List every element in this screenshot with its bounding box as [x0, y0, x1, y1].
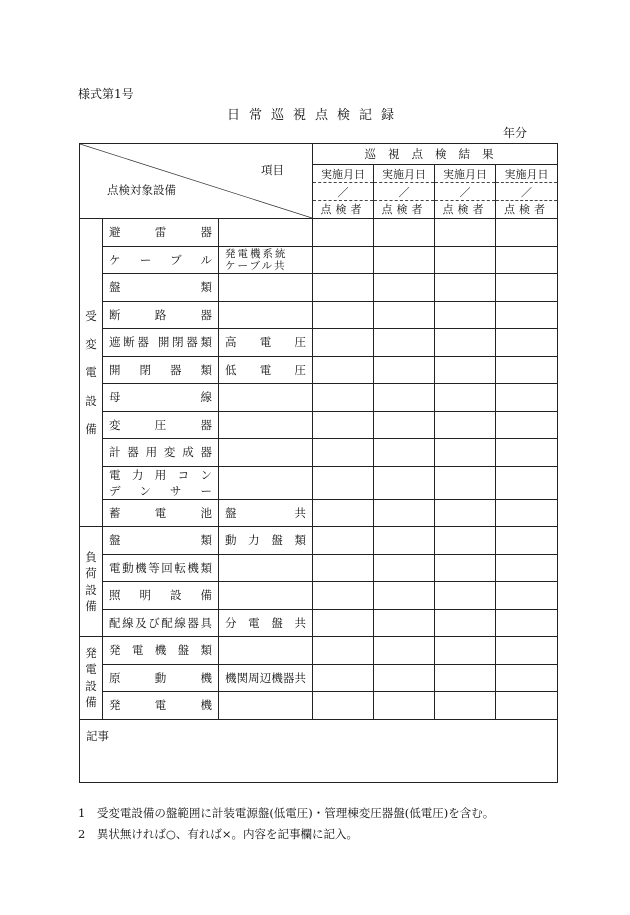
equipment-name: 遮断器 開閉器類: [109, 335, 212, 350]
equipment-name: 盤類: [109, 533, 212, 548]
result-cell[interactable]: [496, 499, 558, 527]
date-label-cell: 実施月日: [313, 165, 374, 183]
equipment-name: 原動機: [109, 670, 212, 685]
result-cell[interactable]: [496, 637, 558, 665]
result-cell[interactable]: [374, 466, 435, 499]
equipment-note-cell: [219, 301, 313, 329]
equipment-note-cell: [219, 274, 313, 302]
equipment-name: 避雷器: [109, 225, 212, 240]
result-cell[interactable]: [374, 499, 435, 527]
equipment-name-cell: [103, 301, 219, 329]
result-cell[interactable]: [435, 609, 496, 637]
category-cell: 発 電 設 備: [80, 637, 103, 720]
inspection-table: [79, 143, 558, 783]
diagonal-line: [80, 144, 312, 218]
equipment-name-cell: [103, 411, 219, 439]
equipment-name-cell: [103, 609, 219, 637]
result-cell[interactable]: [435, 246, 496, 274]
result-cell[interactable]: [374, 582, 435, 610]
result-cell[interactable]: [496, 554, 558, 582]
date-slash-cell: ／: [313, 183, 374, 201]
remarks-cell[interactable]: [80, 719, 558, 782]
date-slash-cell: ／: [496, 183, 558, 201]
equipment-note: 低電圧: [225, 362, 307, 377]
equipment-note-cell: [219, 384, 313, 412]
result-cell[interactable]: [496, 329, 558, 357]
result-cell[interactable]: [496, 219, 558, 247]
result-cell[interactable]: [313, 384, 374, 412]
table-row: [80, 664, 558, 692]
result-cell[interactable]: [496, 301, 558, 329]
equipment-name-cell: [103, 664, 219, 692]
equipment-name: 照明設備: [109, 588, 212, 603]
equipment-name-cell: [103, 219, 219, 247]
remarks-label: 記事: [86, 728, 109, 743]
equipment-note-cell: [219, 692, 313, 720]
equipment-note: 高電圧: [225, 335, 307, 350]
result-cell[interactable]: [374, 301, 435, 329]
result-cell[interactable]: [374, 411, 435, 439]
result-cell[interactable]: [313, 439, 374, 467]
equipment-name-cell: [103, 554, 219, 582]
equipment-note-cell: [219, 466, 313, 499]
equipment-name: 電力用コン デンサー: [109, 467, 212, 498]
result-cell[interactable]: [435, 329, 496, 357]
equipment-name: 発電機盤類: [109, 643, 212, 658]
result-cell[interactable]: [435, 692, 496, 720]
result-cell[interactable]: [374, 219, 435, 247]
equipment-note-cell: [219, 219, 313, 247]
result-cell[interactable]: [313, 692, 374, 720]
result-cell[interactable]: [313, 582, 374, 610]
result-cell[interactable]: [496, 582, 558, 610]
table-row: [80, 246, 558, 274]
result-cell[interactable]: [313, 274, 374, 302]
result-cell[interactable]: [435, 301, 496, 329]
result-cell[interactable]: [313, 329, 374, 357]
equipment-name: 配線及び配線器具: [109, 615, 212, 630]
table-row: [80, 301, 558, 329]
equipment-name: 変圧器: [109, 417, 212, 432]
equipment-note-cell: [219, 246, 313, 274]
result-cell[interactable]: [435, 466, 496, 499]
table-row: [80, 637, 558, 665]
equipment-name: 電動機等回転機類: [109, 560, 212, 575]
table-row: [80, 609, 558, 637]
result-header: 巡視点検結果: [313, 144, 558, 165]
result-cell[interactable]: [435, 664, 496, 692]
result-cell[interactable]: [496, 692, 558, 720]
result-cell[interactable]: [313, 246, 374, 274]
equipment-name-cell: [103, 466, 219, 499]
equipment-note-cell: [219, 609, 313, 637]
inspector-label-cell: 点検者: [435, 201, 496, 219]
result-cell[interactable]: [435, 637, 496, 665]
equipment-name: ケーブル: [109, 252, 212, 267]
inspector-label-cell: 点検者: [496, 201, 558, 219]
result-cell[interactable]: [496, 246, 558, 274]
equipment-note: 発電機系統 ケーブル共: [225, 247, 288, 272]
result-cell[interactable]: [496, 439, 558, 467]
document-title: 日常巡視点検記録: [226, 108, 403, 123]
result-cell[interactable]: [496, 664, 558, 692]
result-cell[interactable]: [435, 582, 496, 610]
result-cell[interactable]: [435, 274, 496, 302]
equipment-note: 機関周辺機器共: [225, 670, 307, 685]
result-cell[interactable]: [435, 356, 496, 384]
table-row: [80, 219, 558, 247]
result-cell[interactable]: [313, 411, 374, 439]
equipment-name-cell: [103, 527, 219, 555]
result-cell[interactable]: [313, 499, 374, 527]
result-cell[interactable]: [435, 439, 496, 467]
equipment-name-cell: [103, 499, 219, 527]
equipment-name: 計器用変成器: [109, 445, 212, 460]
table-row: [80, 527, 558, 555]
result-cell[interactable]: [313, 466, 374, 499]
result-cell[interactable]: [435, 527, 496, 555]
result-cell[interactable]: [313, 609, 374, 637]
equipment-note-cell: [219, 356, 313, 384]
table-row: [80, 356, 558, 384]
equipment-name: 母線: [109, 390, 212, 405]
table-row: [80, 499, 558, 527]
result-cell[interactable]: [435, 554, 496, 582]
date-label-cell: 実施月日: [435, 165, 496, 183]
result-cell[interactable]: [374, 554, 435, 582]
result-cell[interactable]: [435, 499, 496, 527]
header-target-label: 点検対象設備: [107, 183, 176, 197]
result-cell[interactable]: [496, 356, 558, 384]
result-cell[interactable]: [496, 466, 558, 499]
result-cell[interactable]: [374, 356, 435, 384]
date-label-cell: 実施月日: [496, 165, 558, 183]
result-cell[interactable]: [435, 411, 496, 439]
header-corner-cell: [80, 144, 313, 219]
equipment-note-cell: [219, 582, 313, 610]
result-cell[interactable]: [313, 301, 374, 329]
equipment-note: 動力盤類: [225, 533, 307, 548]
equipment-name: 開閉器類: [109, 362, 212, 377]
table-row: [80, 411, 558, 439]
result-cell[interactable]: [374, 274, 435, 302]
inspector-label-cell: 点検者: [374, 201, 435, 219]
result-cell[interactable]: [496, 527, 558, 555]
equipment-note: 盤共: [225, 505, 307, 520]
equipment-name: 盤類: [109, 280, 212, 295]
table-row: [80, 466, 558, 499]
equipment-note-cell: [219, 554, 313, 582]
equipment-note-cell: [219, 527, 313, 555]
equipment-name-cell: [103, 439, 219, 467]
result-cell[interactable]: [313, 527, 374, 555]
result-cell[interactable]: [496, 609, 558, 637]
equipment-name-cell: [103, 246, 219, 274]
result-cell[interactable]: [374, 637, 435, 665]
equipment-note: 分電盤共: [225, 615, 307, 630]
result-cell[interactable]: [374, 439, 435, 467]
result-cell[interactable]: [374, 609, 435, 637]
category-cell: 負 荷 設 備: [80, 527, 103, 637]
date-slash-cell: ／: [435, 183, 496, 201]
result-cell[interactable]: [374, 664, 435, 692]
result-cell[interactable]: [313, 664, 374, 692]
date-slash-cell: ／: [374, 183, 435, 201]
result-cell[interactable]: [374, 692, 435, 720]
equipment-note-cell: [219, 664, 313, 692]
footnote-2: 2 異状無ければ○、有れば×。内容を記事欄に記入。: [78, 827, 358, 841]
equipment-name: 蓄電池: [109, 505, 212, 520]
equipment-name-cell: [103, 329, 219, 357]
category-cell: 受 変 電 設 備: [80, 219, 103, 527]
equipment-name-cell: [103, 582, 219, 610]
table-row: [80, 692, 558, 720]
equipment-name: 断路器: [109, 307, 212, 322]
result-cell[interactable]: [313, 219, 374, 247]
equipment-name-cell: [103, 384, 219, 412]
result-cell[interactable]: [313, 356, 374, 384]
result-cell[interactable]: [496, 411, 558, 439]
table-row: [80, 274, 558, 302]
result-cell[interactable]: [496, 274, 558, 302]
form-number: 様式第1号: [78, 87, 134, 101]
result-cell[interactable]: [435, 219, 496, 247]
equipment-note-cell: [219, 499, 313, 527]
equipment-name-cell: [103, 356, 219, 384]
table-row: [80, 582, 558, 610]
result-cell[interactable]: [374, 384, 435, 412]
table-row: [80, 554, 558, 582]
equipment-note-cell: [219, 411, 313, 439]
date-label-cell: 実施月日: [374, 165, 435, 183]
result-cell[interactable]: [374, 329, 435, 357]
result-cell[interactable]: [313, 554, 374, 582]
footnote-1: 1 受変電設備の盤範囲に計装電源盤(低電圧)・管理棟変圧器盤(低電圧)を含む。: [78, 806, 495, 820]
inspector-label-cell: 点検者: [313, 201, 374, 219]
equipment-name-cell: [103, 637, 219, 665]
table-row: [80, 329, 558, 357]
year-month-label: 年分: [502, 126, 527, 140]
result-cell[interactable]: [496, 384, 558, 412]
header-item-label: 項目: [261, 163, 285, 177]
result-cell[interactable]: [313, 637, 374, 665]
equipment-note-cell: [219, 637, 313, 665]
table-row: [80, 439, 558, 467]
equipment-note-cell: [219, 329, 313, 357]
result-cell[interactable]: [374, 527, 435, 555]
equipment-note-cell: [219, 439, 313, 467]
equipment-name-cell: [103, 692, 219, 720]
table-row: [80, 384, 558, 412]
equipment-name: 発電機: [109, 698, 212, 713]
result-cell[interactable]: [435, 384, 496, 412]
result-cell[interactable]: [374, 246, 435, 274]
equipment-name-cell: [103, 274, 219, 302]
